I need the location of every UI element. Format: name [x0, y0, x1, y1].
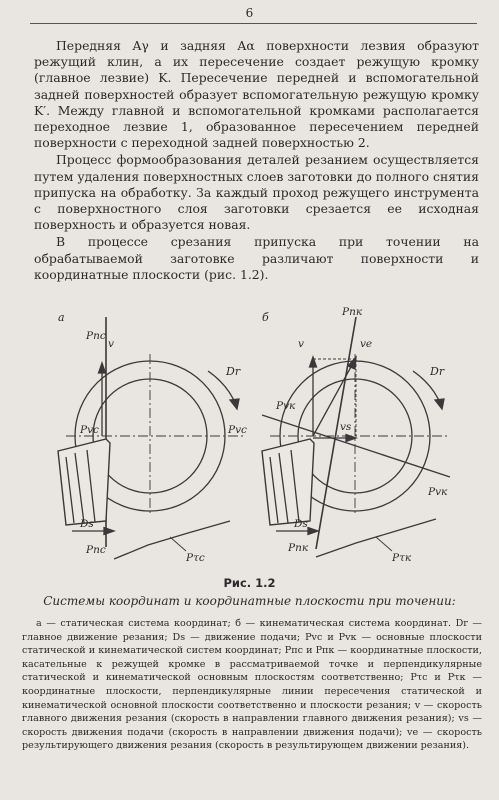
ptc-leader-a: [170, 537, 186, 551]
paragraph-3: В процессе срезания припуска при точении на обрабатываемой заготовке различают поверхности и координатные плоскости (рис. 1.2).: [34, 234, 479, 282]
dr-arrowhead-a: [230, 399, 239, 409]
header-rule: [30, 23, 477, 24]
figure-drawing: [40, 299, 470, 569]
body-text: [34, 38, 479, 283]
v-arrowhead-b: [310, 357, 317, 367]
label-pvc-left-a: Pvc: [80, 424, 99, 436]
paragraph-2: Процесс формообразования деталей резанием осуществляется путем удаления поверхностных слоев заготовки до полного снятия припуска на обработку. За каждый проход режущего инструмента с поверхностного слоя заготовки срезается ее исходная поверхность и образуется новая.: [34, 152, 479, 233]
dr-arrowhead-b: [435, 399, 444, 409]
label-vs-b: vs: [340, 421, 352, 433]
label-pvc-right-a: Pvc: [228, 424, 247, 436]
panel-a-letter: а: [58, 311, 65, 324]
label-dr-a: Dr: [226, 365, 241, 378]
cutting-tool-b: [262, 439, 314, 525]
v-arrowhead-a: [99, 363, 106, 373]
panel-b-kinematic-system: [262, 317, 450, 557]
label-dr-b: Dr: [430, 365, 445, 378]
plane-pnk-line-b: [316, 317, 356, 549]
ptk-leader-b: [376, 537, 392, 551]
figure-legend: [22, 617, 482, 753]
label-pvk-right-b: Pvк: [428, 486, 448, 498]
label-ptc-a: Pτc: [186, 552, 205, 564]
label-ve-b: ve: [360, 338, 373, 350]
panel-b-letter: б: [262, 311, 269, 324]
label-pnc-top-a: Pпс: [86, 330, 106, 342]
figure-title: Системы координат и координатные плоскости при точении:: [43, 594, 456, 608]
label-pvk-left-b: Pvк: [276, 400, 296, 412]
figure-number: Рис. 1.2: [223, 576, 276, 590]
figure-legend-text: а — статическая система координат; б — кинематическая система координат. Dr — главное движение резания; Ds — движение подачи; Pvc и Pvк — основные плоскости статической и кинематической систем координат; Pпс и Pпк — координатные плоскости, касательные к режущей кромке в рассматриваемой точке и перпендикулярные статической и кинематической основным плоскостям соответственно; Pτc и Pτк — координатные плоскости, перпендикулярные линии пересечения статической и кинематической основной плоскости соответственно и плоскости резания; v — скорость главного движения резания (скорость в направлении главного движения резания); vs — скорость движения подачи (скорость в направлении движения подачи); ve — скорость результирующего движения резания (скорость в результирующем движении резания).: [22, 618, 482, 752]
figure-1-2: [40, 299, 470, 569]
ds-arrowhead-b: [308, 528, 318, 535]
vs-arrowhead-b: [346, 435, 356, 442]
label-pnk-bottom-b: Pпк: [288, 542, 309, 554]
label-ds-a: Ds: [80, 518, 94, 530]
page-number: 6: [245, 6, 254, 20]
label-ds-b: Ds: [294, 518, 308, 530]
label-pnk-top-b: Pпк: [342, 306, 363, 318]
label-pnc-bottom-a: Pпс: [86, 544, 106, 556]
label-ptk-b: Pτк: [392, 552, 412, 564]
paragraph-1: Передняя Aγ и задняя Aα поверхности лезвия образуют режущий клин, а их пересечение создает режущую кромку (главное лезвие) K. Пересечение передней и вспомогательной задней поверхностей образует вспомогательную режущую кромку K′. Между главной и вспомогательной кромками располагается переходное лезвие 1, образованное пересечением передней поверхности с переходной задней поверхностью 2.: [34, 38, 479, 151]
plane-ptk-trace-b: [316, 519, 436, 557]
plane-ptc-trace-a: [114, 521, 230, 559]
label-v-a: v: [108, 338, 114, 350]
cutting-tool-a: [58, 439, 110, 525]
label-v-b: v: [298, 338, 304, 350]
ds-arrowhead-a: [104, 528, 114, 535]
